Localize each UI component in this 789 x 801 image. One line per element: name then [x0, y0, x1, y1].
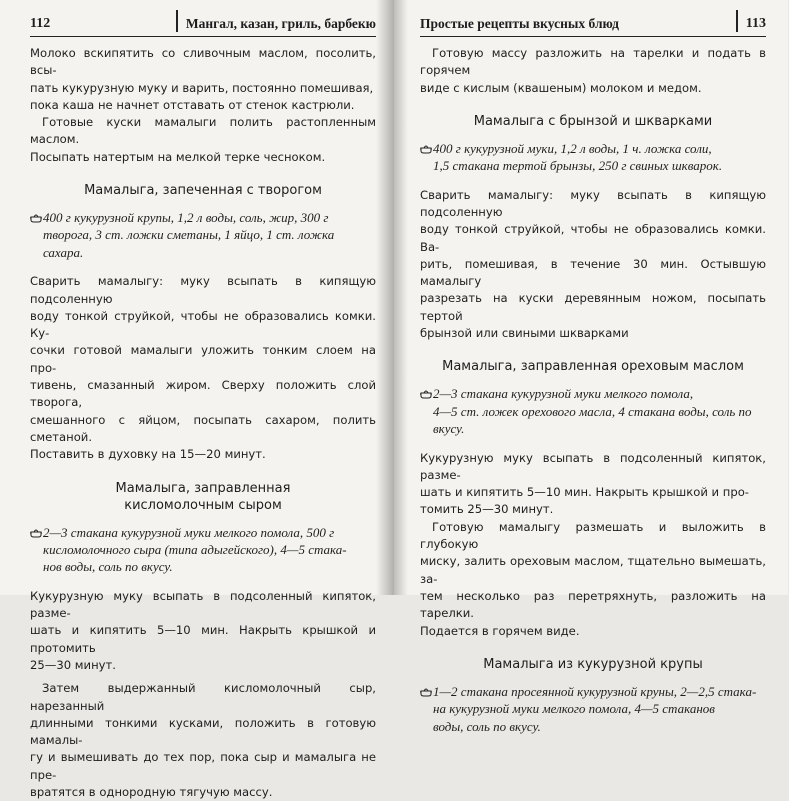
right-page-number: 113 — [745, 16, 766, 31]
text-line: разрезать на куски деревянным ножом, посыпать тертой — [420, 291, 766, 323]
ingredients-block — [420, 683, 766, 735]
ingredients-line: 400 г кукурузной муки, 1,2 л воды, 1 ч. ложка соли, — [433, 140, 712, 156]
cooking-pot-icon — [420, 144, 432, 154]
cooking-pot-icon — [30, 213, 42, 223]
text-line: Подается в горячем виде. — [420, 623, 580, 638]
text-line: Готовую мамалыгу размешать и выложить в глубокую — [420, 519, 766, 552]
recipe-title-line: кисломолочным сыром — [124, 497, 282, 513]
text-line: Готовые куски мамалыги полить растопленным маслом. — [30, 115, 376, 147]
text-line: шать и кипятить 5—10 мин. Накрыть крышкой и протомить — [30, 623, 376, 655]
right-gutter-shadow — [394, 0, 408, 595]
recipe-method — [30, 588, 376, 801]
ingredients-block — [30, 209, 376, 261]
ingredients-line: 4—5 ст. ложек орехового масла, 4 стакана воды, соль по — [433, 403, 752, 419]
text-line: Готовую массу разложить на тарелки и подать в горячем — [420, 46, 766, 78]
right-page-header — [420, 10, 766, 37]
recipe-title: Мамалыга из кукурузной крупы — [483, 656, 703, 672]
text-line: воду тонкой струйкой, чтобы не образовались комки. Ку- — [30, 308, 376, 341]
text-line: Кукурузную муку всыпать в подсоленный кипяток, разме- — [30, 588, 376, 621]
ingredients-line: творога, 3 ст. ложки сметаны, 1 яйцо, 1 ст. ложка — [43, 227, 335, 243]
text-line: Поставить в духовку на 15—20 минут. — [30, 447, 266, 462]
right-page — [394, 0, 788, 734]
ingredients-line: 2—3 стакана кукурузной муки мелкого помола, — [433, 386, 694, 402]
text-line: вратятся в однородную тягучую массу. — [30, 785, 273, 800]
text-line: Сварить мамалыгу: муку всыпать в кипящую подсоленную — [420, 187, 766, 219]
text-line: смешанного с яйцом, посыпать сахаром, полить сметаной. — [30, 412, 376, 444]
text-line: томить 25—30 минут. — [420, 502, 554, 517]
left-page-header — [30, 10, 376, 37]
recipe-method — [30, 273, 376, 463]
ingredients-block — [420, 385, 766, 437]
ingredients-line: на кукурузной муки мелкого помола, 4—5 стаканов — [433, 701, 715, 717]
cooking-pot-icon — [420, 389, 432, 399]
recipe-title-line: Мамалыга, заправленная — [115, 480, 291, 496]
text-line: пока каша не начнет отставать от стенок кастрюли. — [30, 97, 355, 112]
recipe-title — [30, 480, 376, 514]
text-line: 25—30 минут. — [30, 657, 116, 672]
left-running-title: Мангал, казан, гриль, барбекю — [185, 16, 376, 31]
text-line: воду тонкой струйкой, чтобы не образовались комки. Ва- — [420, 222, 766, 254]
ingredients-line: 1,5 стакана тертой брынзы, 250 г свиных шкварок. — [433, 158, 723, 174]
cooking-pot-icon — [30, 528, 42, 538]
ingredients-line: сахара. — [43, 244, 84, 260]
header-divider — [736, 10, 738, 32]
ingredients-line: воды, соль по вкусу. — [433, 718, 541, 734]
text-line: гу и вымешивать до тех пор, пока сыр и мамалыга не пре- — [30, 750, 376, 782]
ingredients-block — [420, 140, 766, 175]
text-line: длинными тонкими кусками, положить в готовую мамалы- — [30, 715, 376, 748]
ingredients-line: 400 г кукурузной крупы, 1,2 л воды, соль, жир, 300 г — [43, 210, 329, 226]
text-line: виде с кислым (квашеным) молоком и медом. — [420, 80, 702, 95]
text-line: шать и кипятить 5—10 мин. Накрыть крышкой и про- — [420, 485, 749, 500]
text-line: Посыпать натертым на мелкой терке чесноком. — [30, 149, 326, 164]
text-line: сочки готовой мамалыги уложить тонким слоем на про- — [30, 343, 376, 375]
ingredients-line: 2—3 стакана кукурузной муки мелкого помола, 500 г — [43, 524, 335, 540]
ingredients-line: нов воды, соль по вкусу. — [43, 559, 173, 575]
left-intro — [30, 45, 376, 166]
recipe-method — [420, 450, 766, 640]
text-line: Молоко вскипятить со сливочным маслом, посолить, всы- — [30, 46, 376, 78]
right-intro — [420, 45, 766, 97]
text-line: Сварить мамалыгу: муку всыпать в кипящую подсоленную — [30, 274, 376, 306]
ingredients-line: 1—2 стакана просеянной кукурузной круны, 2—2,5 стака- — [433, 683, 757, 699]
right-running-title: Простые рецепты вкусных блюд — [420, 16, 619, 31]
text-line: брынзой или свиными шкварками — [420, 326, 629, 341]
text-line: рить, помешивая, в течение 30 мин. Остывшую мамалыгу — [420, 256, 766, 289]
ingredients-block — [30, 524, 376, 576]
header-divider — [176, 10, 178, 32]
left-gutter-shadow — [376, 0, 394, 595]
ingredients-line: вкусу. — [433, 421, 465, 437]
text-line: пать кукурузную муку и варить, постоянно помешивая, — [30, 80, 374, 95]
ingredients-line: кисломолочного сыра (типа адыгейского), 4—5 стака- — [43, 541, 347, 557]
text-line: тем несколько раз перетряхнуть, разложить на тарелки. — [420, 588, 766, 621]
recipe-title: Мамалыга, заправленная ореховым маслом — [442, 359, 744, 375]
recipe-title: Мамалыга с брынзой и шкварками — [473, 113, 713, 129]
cooking-pot-icon — [420, 687, 432, 697]
text-line: миску, залить ореховым маслом, тщательно вымешать, за- — [420, 554, 766, 586]
recipe-method — [420, 187, 766, 343]
left-page — [0, 0, 394, 800]
left-page-number: 112 — [30, 16, 51, 31]
text-line: Кукурузную муку всыпать в подсоленный кипяток, разме- — [420, 450, 766, 482]
recipe-title: Мамалыга, запеченная с творогом — [84, 183, 322, 199]
text-line: Затем выдержанный кисломолочный сыр, нарезанный — [30, 681, 376, 713]
text-line: тивень, смазанный жиром. Сверху положить слой творога, — [30, 378, 376, 410]
